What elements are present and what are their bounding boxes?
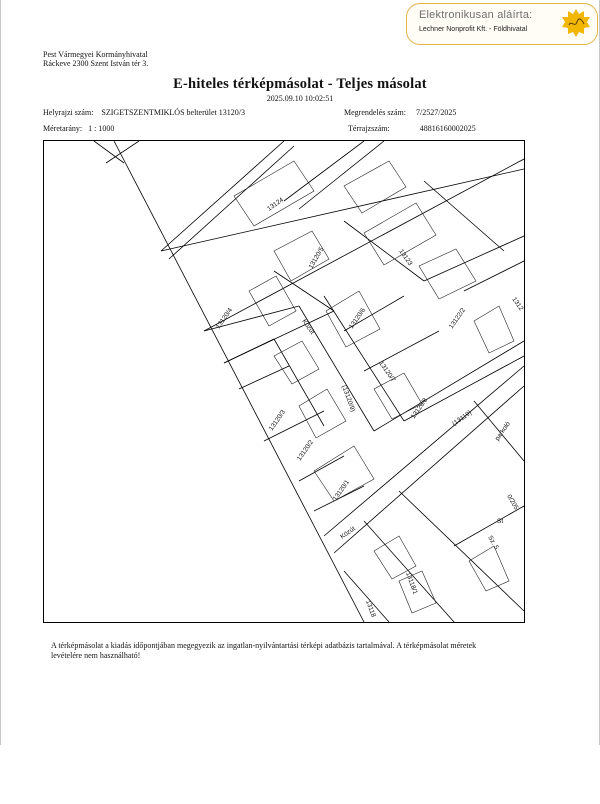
parcel-label-13120-7: 13120/7 [377, 360, 397, 384]
signature-title: Elektronikusan aláírta: [419, 9, 533, 21]
parcel-label-13120-6: 13120/6 [347, 306, 368, 331]
office-address: Ráckeve 2300 Szent István tér 3. [43, 59, 149, 68]
building-outline [344, 161, 406, 213]
hrsz-value: SZIGETSZENTMIKLÓS belterület 13120/3 [101, 108, 245, 117]
parcel-label-13123: 13123 [397, 248, 414, 267]
issue-datetime: 2025.09.10 10:02:51 [266, 94, 334, 103]
parcel-label-parkolo: parkoló [493, 420, 512, 443]
parcel-label-13120-1: 13120/1 [331, 478, 352, 503]
page-edge-left [0, 0, 1, 745]
boundary-line [106, 141, 139, 163]
cadastral-map[interactable] [43, 140, 525, 623]
label-sz5: Sz. 5 [486, 534, 500, 551]
document-title: E-hiteles térképmásolat - Teljes másolat [173, 76, 427, 92]
hrsz-label: Helyrajzi szám: [43, 108, 94, 117]
szigno-logo-icon [561, 8, 591, 38]
order-label: Megrendelés szám: [344, 108, 406, 117]
main-boundary-line [114, 141, 364, 622]
parcel-label-13120-3: 13120/3 [267, 408, 288, 433]
parcel-label-13120-8: 13120/8 [409, 396, 430, 421]
office-name: Pest Vármegyei Kormányhivatal [43, 50, 148, 59]
parcel-label-0-205: 0/205 [505, 493, 520, 512]
scale-label: Méretarány: [43, 124, 83, 133]
parcel-label-13122-2: 13122/2 [447, 306, 468, 331]
parcel-label-13120-4: 13120/4 [214, 306, 235, 331]
hrsz-row [43, 108, 245, 117]
order-row [344, 108, 456, 117]
scale-value: 1 : 1000 [88, 124, 115, 133]
issuing-office [43, 50, 148, 68]
parcel-label-13124: 13124 [266, 196, 285, 213]
road-label-kozut: Közút [300, 318, 316, 336]
label-st: St [497, 518, 504, 525]
building-outline [234, 161, 314, 226]
parcel-label-13118-1: 13118/1 [404, 571, 419, 596]
parcel-label-1312-edge: 1312 [510, 296, 524, 312]
mapno-row [348, 124, 476, 133]
scale-row [43, 124, 114, 133]
mapno-label: Térrajzszám: [348, 124, 390, 133]
boundary-line [284, 141, 364, 201]
parcel-label-13120-9: (13120/9) [340, 384, 357, 413]
footer-disclaimer: A térképmásolat a kiadás időpontjában megegyezik az ingatlan-nyilvántartási térképi adatbázis tartalmával. A térképmásolat méretek levételére nem használható! [51, 641, 477, 660]
order-value: 7/2527/2025 [415, 108, 457, 117]
boundary-line [161, 169, 524, 251]
signature-signer: Lechner Nonprofit Kft. - Földhivatal [419, 26, 528, 33]
parcel-label-13119: (13119) [451, 409, 474, 428]
boundary-line [299, 141, 384, 209]
parcel-label-13120-5: 13120/5 [307, 246, 326, 270]
electronic-signature-badge[interactable] [406, 3, 598, 45]
parcel-label-13120-2: 13120/2 [295, 438, 316, 463]
road-edge-line [161, 141, 284, 251]
map-drawing [44, 141, 524, 622]
road-label-kozut-2: Közút [339, 525, 357, 541]
parcel-label-13118: 13118 [364, 599, 377, 619]
mapno-value: 48816160002025 [419, 124, 476, 133]
